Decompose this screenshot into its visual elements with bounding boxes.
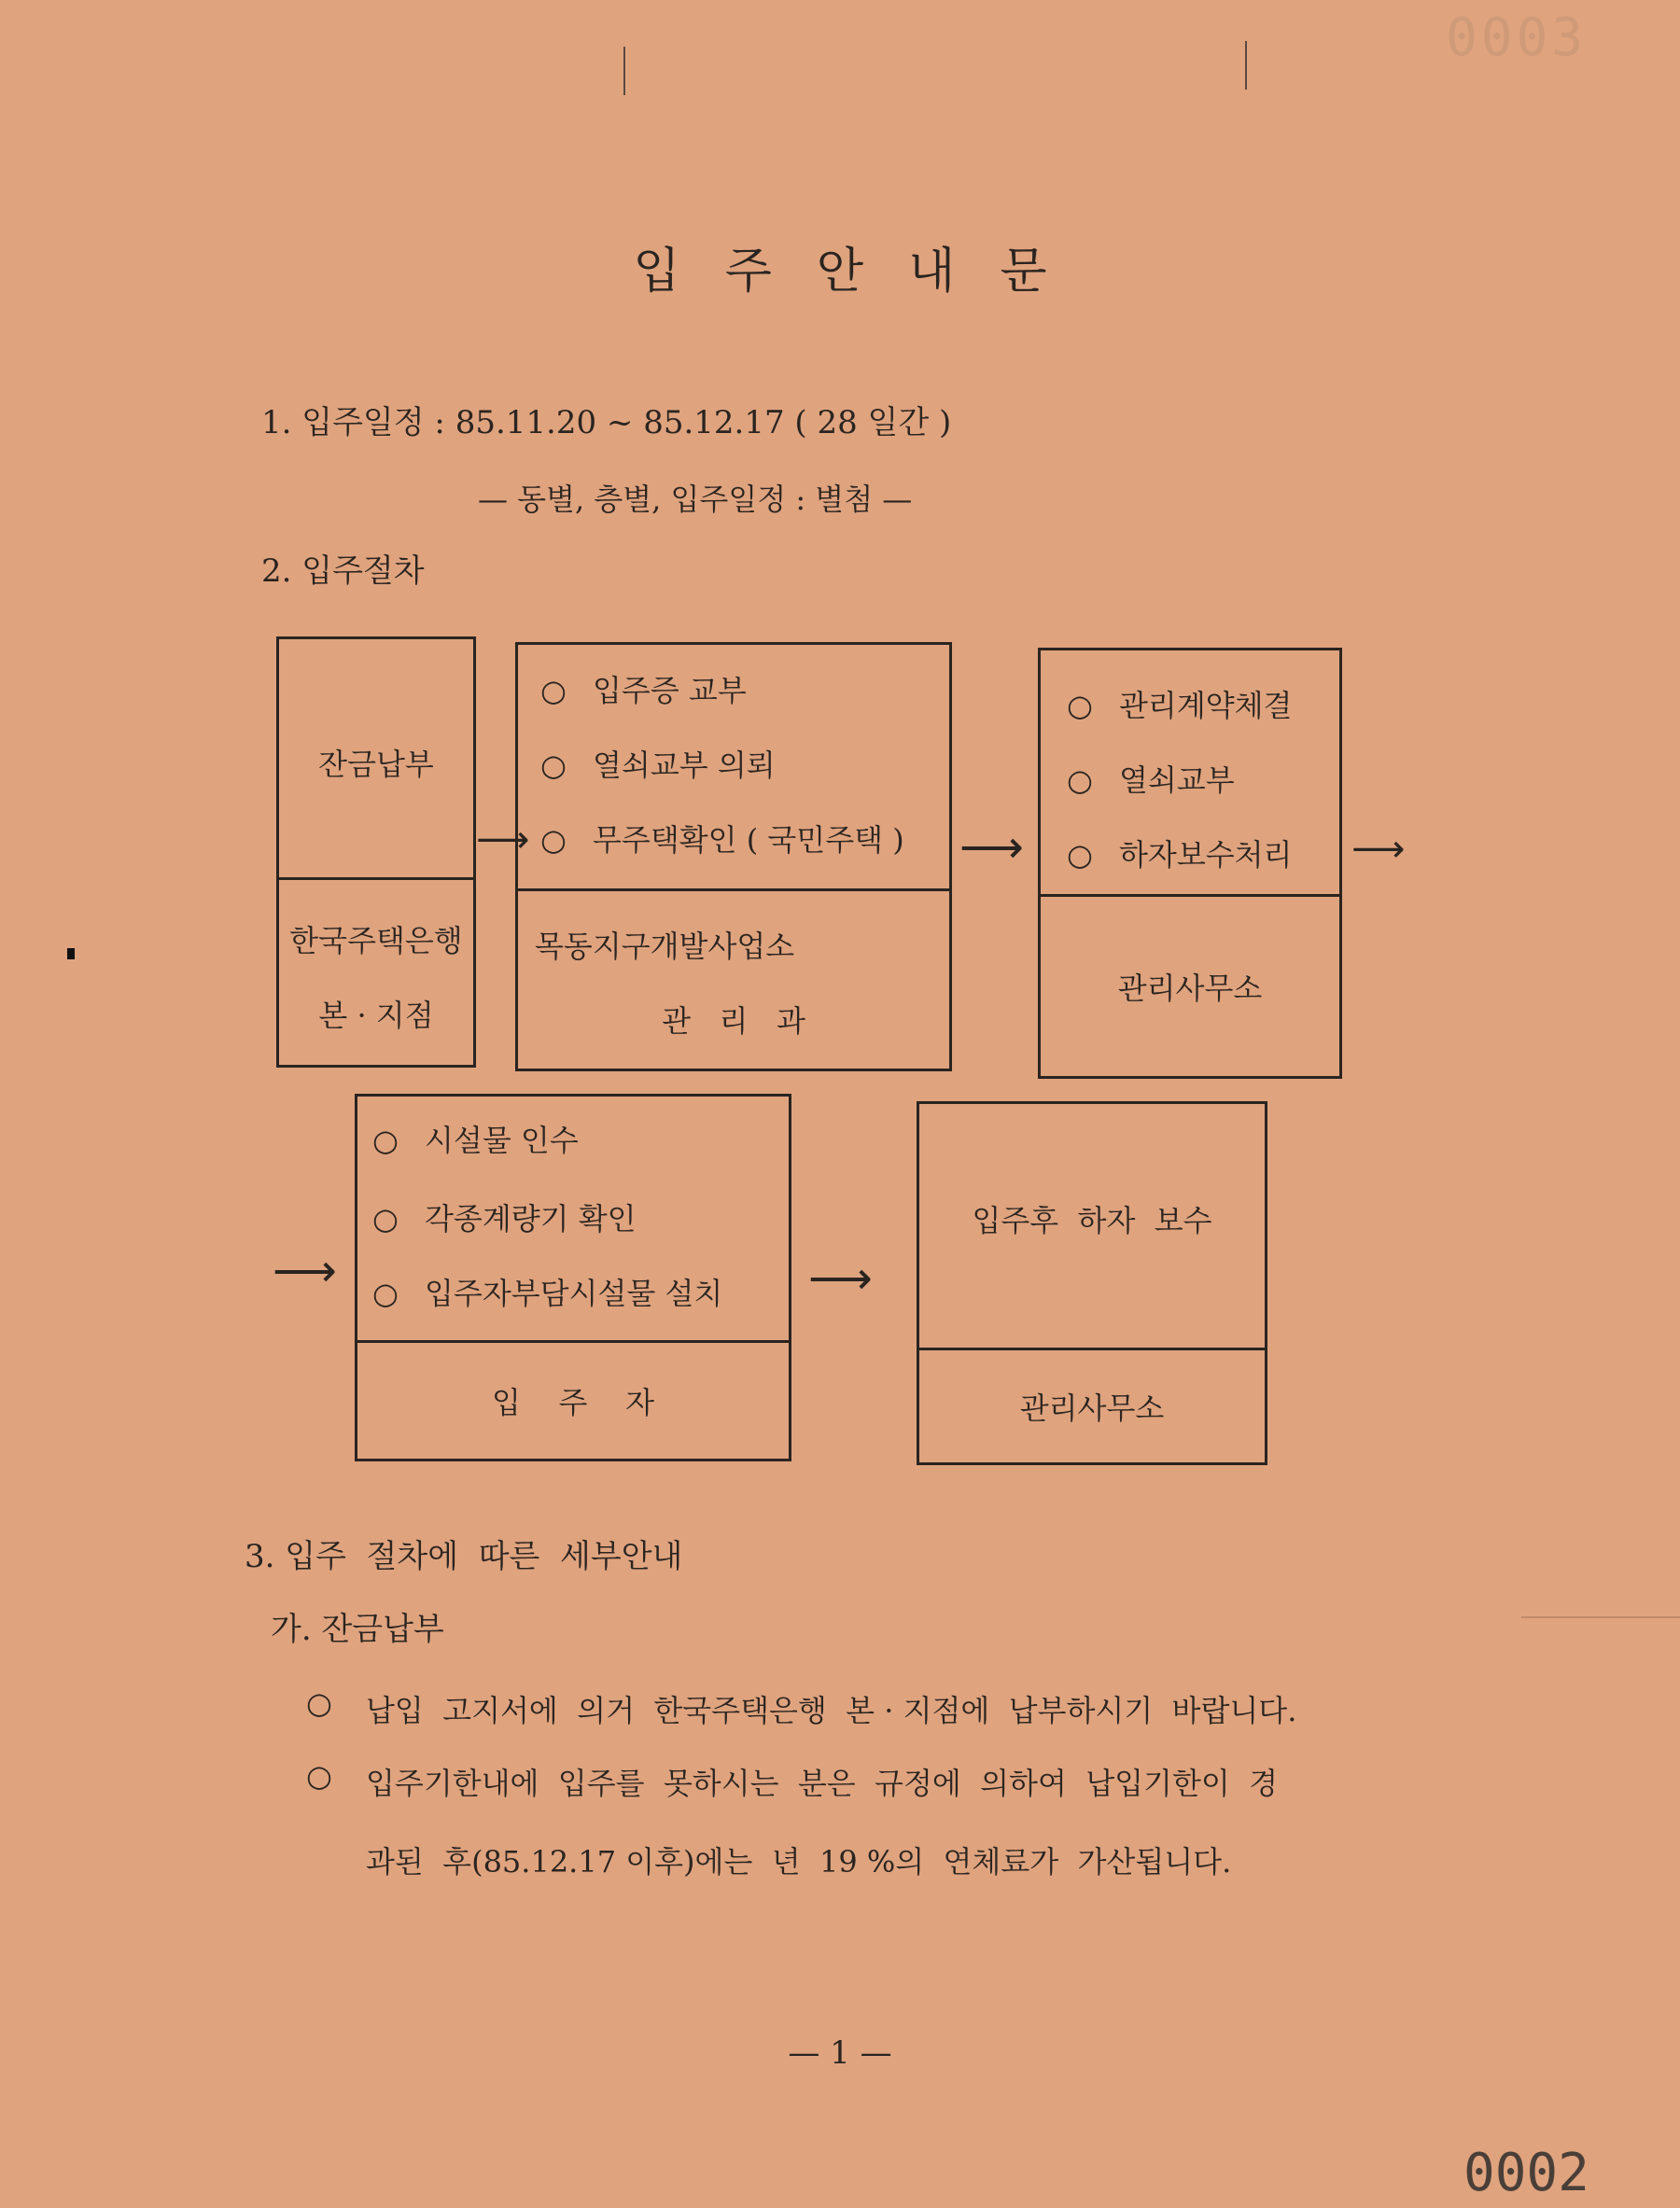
archive-stamp-number: 0003 <box>1446 7 1587 68</box>
margin-line <box>1521 1616 1680 1618</box>
office-line: 한국주택은행 <box>289 923 463 958</box>
step-box-balance-payment <box>276 636 476 1068</box>
paragraph-payment-notice: 납입 고지서에 의거 한국주택은행 본 · 지점에 납부하시기 바랍니다. <box>366 1693 1297 1728</box>
arrow-icon: ⟶ <box>808 1252 873 1305</box>
office-line: 관 리 과 <box>662 1003 805 1039</box>
step-items <box>518 645 949 895</box>
step-item: ○ 열쇠교부 의뢰 <box>540 748 776 783</box>
bullet-icon: ○ <box>372 1123 399 1158</box>
step-box-move-in-certificate <box>515 642 952 1071</box>
step-item: ○ 하자보수처리 <box>1067 837 1293 873</box>
step-item: ○ 관리계약체결 <box>1067 688 1293 723</box>
step-item: ○ 무주택확인 ( 국민주택 ) <box>540 822 904 858</box>
bullet-icon: ○ <box>540 673 567 708</box>
step-office: 관리사무소 <box>919 1348 1265 1462</box>
arrow-icon: ⟶ <box>476 818 530 861</box>
step-items <box>357 1097 789 1349</box>
punch-mark <box>67 948 75 959</box>
bullet-icon: ○ <box>1067 837 1093 873</box>
bullet-icon: ○ <box>372 1201 399 1237</box>
arrow-icon: ⟶ <box>273 1245 337 1297</box>
arrow-icon: ⟶ <box>959 821 1024 873</box>
document-number: 0002 <box>1463 2143 1589 2203</box>
bullet-icon: ○ <box>540 748 567 783</box>
page-number: — 1 — <box>788 2034 892 2072</box>
step-box-management-contract <box>1038 648 1342 1079</box>
step-office: 입 주 자 <box>357 1340 789 1459</box>
paragraph-late-fee-line1: 입주기한내에 입주를 못하시는 분은 규정에 의하여 납입기한이 경 <box>366 1766 1279 1801</box>
step-item: ○ 입주증 교부 <box>540 673 747 708</box>
document-title: 입주안내문 <box>633 244 1092 300</box>
bullet-icon: ○ <box>1067 688 1093 723</box>
step-items <box>1041 650 1339 902</box>
bullet-icon: ○ <box>306 1685 332 1721</box>
section1-note: — 동별, 층별, 입주일정 : 별첨 — <box>478 482 913 517</box>
step-item: 입주후 하자 보수 <box>972 1203 1212 1238</box>
step-office: 관리사무소 <box>1041 894 1339 1076</box>
office-line: 본 · 지점 <box>318 998 434 1033</box>
step-office <box>518 888 949 1069</box>
section3-subheading: 가. 잔금납부 <box>271 1611 444 1648</box>
section1-heading: 1. 입주일정 : 85.11.20 ~ 85.12.17 ( 28 일간 ) <box>261 404 952 441</box>
bullet-icon: ○ <box>540 822 567 858</box>
arrow-icon: ⟶ <box>1351 828 1406 871</box>
step-item: ○ 각종계량기 확인 <box>372 1201 637 1237</box>
step-item: 잔금납부 <box>318 747 434 782</box>
step-office <box>279 877 473 1065</box>
step-item: ○ 열쇠교부 <box>1067 762 1235 798</box>
bullet-icon: ○ <box>1067 762 1093 798</box>
step-item: ○ 입주자부담시설물 설치 <box>372 1276 723 1311</box>
paragraph-late-fee-line2: 과된 후(85.12.17 이후)에는 년 19 %의 연체료가 가산됩니다. <box>366 1844 1232 1880</box>
section2-heading: 2. 입주절차 <box>261 552 425 590</box>
section3-heading: 3. 입주 절차에 따른 세부안내 <box>245 1538 683 1575</box>
bullet-icon: ○ <box>306 1758 332 1794</box>
binding-mark-left <box>623 47 625 95</box>
binding-mark-right <box>1245 41 1247 90</box>
step-box-facility-handover <box>355 1094 791 1461</box>
step-item: ○ 시설물 인수 <box>372 1123 579 1158</box>
step-box-post-move-in-repair <box>917 1101 1267 1465</box>
office-line: 목동지구개발사업소 <box>535 929 795 964</box>
bullet-icon: ○ <box>372 1276 399 1311</box>
